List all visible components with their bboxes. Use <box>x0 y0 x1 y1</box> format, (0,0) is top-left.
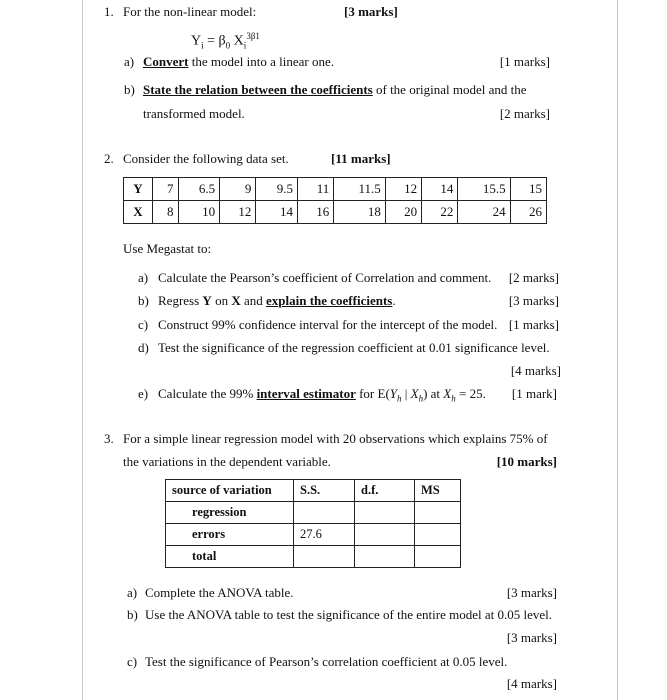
q2-c-label: c) <box>138 317 149 332</box>
anova-header-source: source of variation <box>166 480 294 502</box>
anova-ms-cell <box>415 502 461 524</box>
q1-b-label: b) <box>124 82 135 97</box>
anova-row-regression <box>166 502 461 524</box>
q3-a-text: Complete the ANOVA table. <box>145 585 294 600</box>
data-table-cell: 11.5 <box>334 178 386 201</box>
data-table-cell: 9 <box>220 178 256 201</box>
q2-a-label: a) <box>138 270 149 285</box>
anova-source-cell: regression <box>166 502 294 524</box>
q3-b-marks: [3 marks] <box>506 630 557 645</box>
q3-b-text: Use the ANOVA table to test the significance of the entire model at 0.05 level. <box>145 607 552 622</box>
data-table-cell: 12 <box>220 201 256 224</box>
data-table-x-label: X <box>124 201 153 224</box>
data-table-cell: 18 <box>334 201 386 224</box>
data-table-cell: 22 <box>422 201 458 224</box>
anova-row-errors <box>166 524 461 546</box>
data-table-cell: 12 <box>385 178 421 201</box>
q1-intro: For the non-linear model: <box>123 4 257 19</box>
data-table-cell: 15 <box>510 178 546 201</box>
data-table-cell: 14 <box>422 178 458 201</box>
q2-b-label: b) <box>138 293 149 308</box>
q2-intro: Consider the following data set. <box>123 151 289 166</box>
q3-number: 3. <box>104 431 114 446</box>
anova-header-ss: S.S. <box>294 480 355 502</box>
anova-header-ms: MS <box>415 480 461 502</box>
q2-c-marks: [1 marks] <box>508 317 559 332</box>
q2-b-marks: [3 marks] <box>508 293 559 308</box>
anova-ms-cell <box>415 546 461 568</box>
q2-marks: [11 marks] <box>331 151 391 166</box>
q2-number: 2. <box>104 151 114 166</box>
anova-df-cell <box>355 524 415 546</box>
q3-text-line2: the variations in the dependent variable. <box>123 454 331 469</box>
q1-b-text: State the relation between the coefficients of the original model and the <box>143 82 527 97</box>
data-table-cell: 9.5 <box>256 178 298 201</box>
anova-ss-cell <box>294 546 355 568</box>
page-left-border <box>82 0 83 700</box>
q2-e-label: e) <box>138 386 149 401</box>
anova-ss-cell <box>294 502 355 524</box>
data-table-cell: 16 <box>298 201 334 224</box>
anova-table <box>165 479 461 568</box>
data-table <box>123 177 547 224</box>
q2-b-text: Regress Y on X and explain the coefficients. <box>158 293 396 308</box>
data-table-cell: 14 <box>256 201 298 224</box>
anova-df-cell <box>355 502 415 524</box>
q2-d-text: Test the significance of the regression coefficient at 0.01 significance level. <box>158 340 550 355</box>
q1-a-text: Convert the model into a linear one. <box>143 54 334 69</box>
anova-source-cell: total <box>166 546 294 568</box>
anova-ms-cell <box>415 524 461 546</box>
anova-df-cell <box>355 546 415 568</box>
q3-a-marks: [3 marks] <box>506 585 557 600</box>
q1-model-formula: $Y_i = \beta_0$ $X_i^{3\beta 1}$ <box>191 31 260 51</box>
q3-marks: [10 marks] <box>496 454 557 469</box>
q3-c-marks: [4 marks] <box>506 676 557 691</box>
data-table-cell: 11 <box>298 178 334 201</box>
q2-e-marks: [1 mark] <box>511 386 557 401</box>
data-table-cell: 15.5 <box>458 178 510 201</box>
q1-b-text-line2: transformed model. <box>143 106 245 121</box>
data-table-cell: 6.5 <box>178 178 220 201</box>
data-table-y-label: Y <box>124 178 153 201</box>
data-table-cell: 24 <box>458 201 510 224</box>
q1-number: 1. <box>104 4 114 19</box>
q2-e-text: Calculate the 99% interval estimator for $E(Y_h$ | $X_h$) at $X_h = 25$. <box>158 386 486 404</box>
anova-header-df: d.f. <box>355 480 415 502</box>
data-table-cell: 7 <box>153 178 179 201</box>
data-table-cell: 20 <box>385 201 421 224</box>
anova-source-cell: errors <box>166 524 294 546</box>
page-right-border <box>617 0 618 700</box>
q3-text-line1: For a simple linear regression model with 20 observations which explains 75% of <box>123 431 548 446</box>
q3-c-label: c) <box>127 654 138 669</box>
data-table-cell: 26 <box>510 201 546 224</box>
data-table-cell: 10 <box>178 201 220 224</box>
q1-marks: [3 marks] <box>344 4 398 19</box>
anova-ss-cell: 27.6 <box>294 524 355 546</box>
q2-d-label: d) <box>138 340 149 355</box>
anova-header-row <box>166 480 461 502</box>
q2-use-megastat: Use Megastat to: <box>123 241 212 256</box>
q3-a-label: a) <box>127 585 138 600</box>
q2-d-marks: [4 marks] <box>510 363 561 378</box>
anova-row-total <box>166 546 461 568</box>
q2-c-text: Construct 99% confidence interval for the intercept of the model. <box>158 317 498 332</box>
q3-c-text: Test the significance of Pearson’s correlation coefficient at 0.05 level. <box>145 654 508 669</box>
q2-a-marks: [2 marks] <box>508 270 559 285</box>
q1-a-label: a) <box>124 54 135 69</box>
q2-a-text: Calculate the Pearson’s coefficient of Correlation and comment. <box>158 270 492 285</box>
q1-b-marks: [2 marks] <box>499 106 550 121</box>
q3-b-label: b) <box>127 607 138 622</box>
data-table-cell: 8 <box>153 201 179 224</box>
data-table-row-y <box>124 178 547 201</box>
data-table-row-x <box>124 201 547 224</box>
q1-a-marks: [1 marks] <box>499 54 550 69</box>
